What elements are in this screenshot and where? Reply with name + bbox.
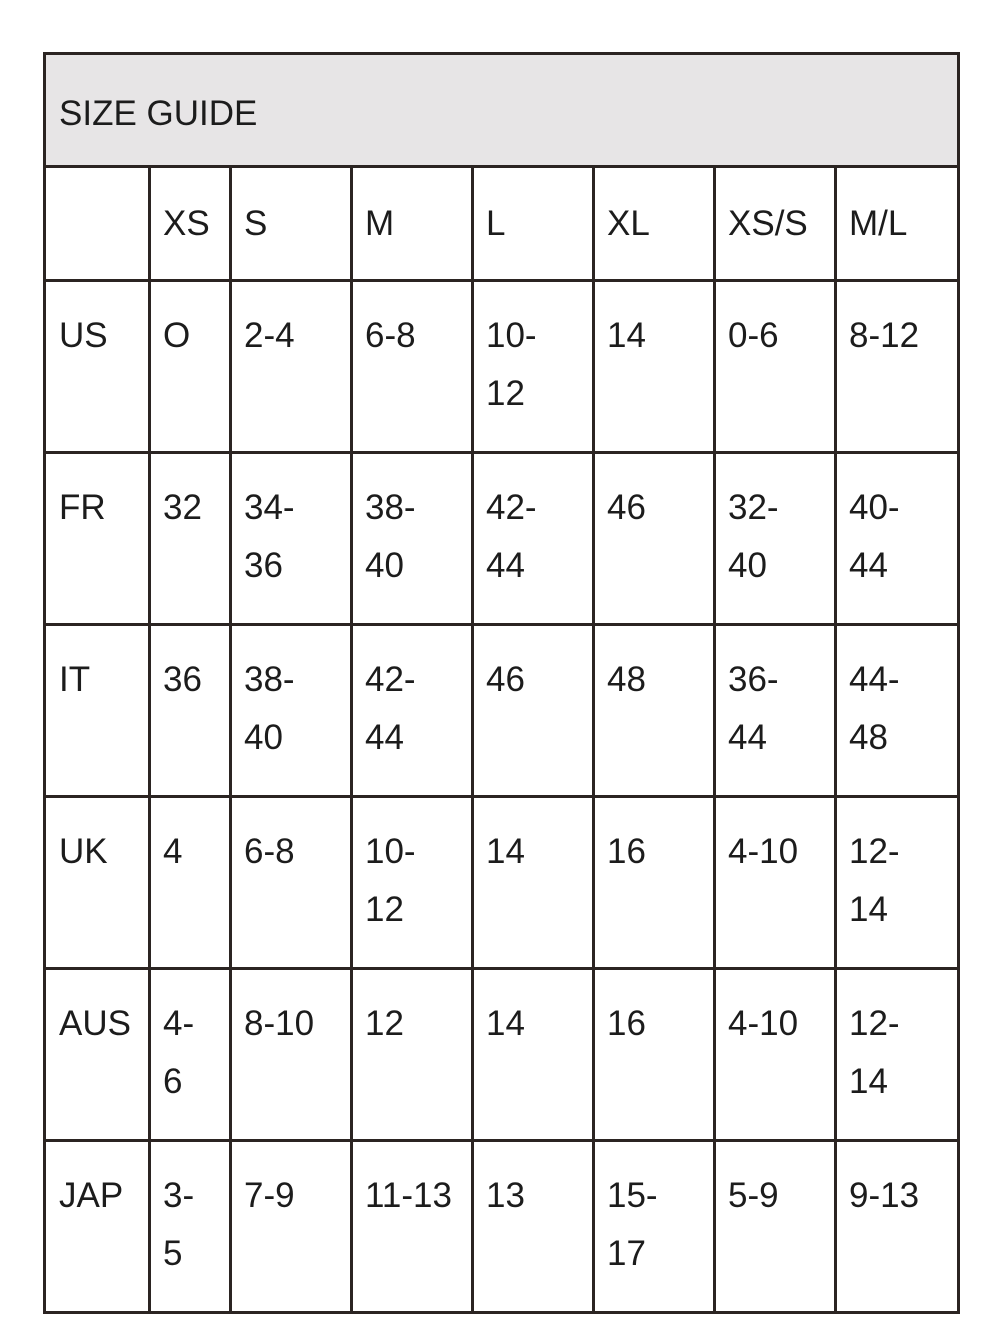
size-cell: 4	[150, 797, 231, 969]
size-cell: 10- 12	[473, 281, 594, 453]
size-cell: 3- 5	[150, 1141, 231, 1313]
size-cell: 34- 36	[231, 453, 352, 625]
header-cell-m-l: M/L	[836, 167, 959, 281]
size-cell: 8-12	[836, 281, 959, 453]
size-cell: 42- 44	[473, 453, 594, 625]
table-row-us	[45, 281, 959, 453]
size-cell: 7-9	[231, 1141, 352, 1313]
size-cell: 48	[594, 625, 715, 797]
region-label: FR	[45, 453, 150, 625]
size-cell: O	[150, 281, 231, 453]
size-cell: 36	[150, 625, 231, 797]
size-cell: 46	[594, 453, 715, 625]
header-cell-xl: XL	[594, 167, 715, 281]
region-label: UK	[45, 797, 150, 969]
header-row	[45, 167, 959, 281]
size-cell: 42- 44	[352, 625, 473, 797]
region-label: IT	[45, 625, 150, 797]
size-guide-table	[43, 52, 960, 1314]
header-cell-s: S	[231, 167, 352, 281]
size-cell: 32- 40	[715, 453, 836, 625]
size-cell: 14	[473, 969, 594, 1141]
size-cell: 11-13	[352, 1141, 473, 1313]
size-cell: 12- 14	[836, 969, 959, 1141]
table-row-it	[45, 625, 959, 797]
table-row-jap	[45, 1141, 959, 1313]
region-label: US	[45, 281, 150, 453]
size-cell: 4- 6	[150, 969, 231, 1141]
header-cell-blank	[45, 167, 150, 281]
size-cell: 4-10	[715, 797, 836, 969]
size-cell: 0-6	[715, 281, 836, 453]
header-cell-xs-s: XS/S	[715, 167, 836, 281]
size-cell: 9-13	[836, 1141, 959, 1313]
size-cell: 32	[150, 453, 231, 625]
size-cell: 16	[594, 797, 715, 969]
header-cell-xs: XS	[150, 167, 231, 281]
table-row-fr	[45, 453, 959, 625]
title-row	[45, 54, 959, 167]
table-title: SIZE GUIDE	[45, 54, 959, 167]
size-cell: 6-8	[352, 281, 473, 453]
size-cell: 14	[473, 797, 594, 969]
region-label: JAP	[45, 1141, 150, 1313]
size-cell: 8-10	[231, 969, 352, 1141]
size-cell: 46	[473, 625, 594, 797]
size-cell: 5-9	[715, 1141, 836, 1313]
size-cell: 12	[352, 969, 473, 1141]
size-cell: 44- 48	[836, 625, 959, 797]
table-row-aus	[45, 969, 959, 1141]
table-row-uk	[45, 797, 959, 969]
size-cell: 12- 14	[836, 797, 959, 969]
header-cell-m: M	[352, 167, 473, 281]
size-cell: 15- 17	[594, 1141, 715, 1313]
size-cell: 4-10	[715, 969, 836, 1141]
size-cell: 6-8	[231, 797, 352, 969]
region-label: AUS	[45, 969, 150, 1141]
size-cell: 16	[594, 969, 715, 1141]
size-cell: 10- 12	[352, 797, 473, 969]
header-cell-l: L	[473, 167, 594, 281]
size-cell: 14	[594, 281, 715, 453]
size-cell: 36- 44	[715, 625, 836, 797]
size-cell: 2-4	[231, 281, 352, 453]
size-cell: 38- 40	[352, 453, 473, 625]
size-cell: 40- 44	[836, 453, 959, 625]
size-cell: 38- 40	[231, 625, 352, 797]
size-cell: 13	[473, 1141, 594, 1313]
